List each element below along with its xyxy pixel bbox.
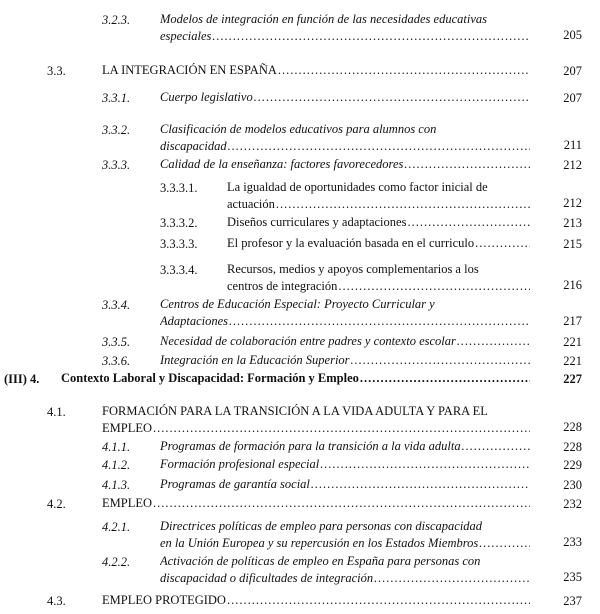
entry-title: LA INTEGRACIÓN EN ESPAÑA ..... [102, 62, 530, 79]
entry-number: 4.3. [47, 594, 66, 608]
entry-title: El profesor y la evaluación basada en el curriculo ..... [227, 235, 530, 252]
entry-title: Integración en la Educación Superior ..... [160, 352, 530, 369]
entry-number: 4.2. [47, 497, 66, 511]
entry-number: 3.2.3. [102, 13, 131, 27]
entry-number: 4.1.3. [102, 478, 131, 492]
entry-number: 3.3.1. [102, 91, 131, 105]
page-number: 228 [563, 440, 582, 454]
entry-title: EMPLEO PROTEGIDO ..... [102, 592, 530, 609]
dot-leader [374, 570, 530, 587]
entry-number: 4.2.2. [102, 555, 131, 569]
entry-title: FORMACIÓN PARA LA TRANSICIÓN A LA VIDA ADULTA Y PARA EL EMPLEO ..... [102, 403, 530, 437]
entry-title: Cuerpo legislativo ..... [160, 89, 530, 106]
page-number: 207 [563, 91, 582, 105]
page-number: 235 [563, 570, 582, 584]
page-number: 213 [563, 216, 582, 230]
entry-number: 4.2.1. [102, 520, 131, 534]
dot-leader [276, 196, 530, 213]
dot-leader [338, 278, 530, 295]
dot-leader [227, 592, 530, 609]
entry-title: Centros de Educación Especial: Proyecto Curricular y Adaptaciones ..... [160, 296, 530, 330]
entry-number: 3.3.6. [102, 354, 131, 368]
dot-leader [228, 138, 530, 155]
entry-number: 3.3.2. [102, 123, 131, 137]
dot-leader [229, 313, 530, 330]
entry-title: Directrices políticas de empleo para personas con discapacidad en la Unión Europea y su repercusión en los Estados Miembros ..... [160, 518, 530, 552]
page-number: 229 [563, 458, 582, 472]
entry-number: 3.3.4. [102, 298, 131, 312]
dot-leader [212, 28, 530, 45]
dot-leader [278, 62, 530, 79]
page-number: 207 [563, 64, 582, 78]
entry-number: 3.3.3.4. [160, 263, 198, 277]
dot-leader [351, 352, 530, 369]
dot-leader [360, 370, 530, 387]
dot-leader [254, 89, 530, 106]
entry-number: 3.3. [47, 64, 66, 78]
page-number: 221 [563, 335, 582, 349]
entry-number: 3.3.3. [102, 158, 131, 172]
entry-title: Clasificación de modelos educativos para alumnos con discapacidad ..... [160, 121, 530, 155]
dot-leader [407, 214, 530, 231]
dot-leader [153, 420, 530, 437]
dot-leader [457, 333, 530, 350]
entry-number: 4.1.2. [102, 458, 131, 472]
page-number: 217 [563, 314, 582, 328]
dot-leader [404, 156, 530, 173]
entry-title: Programas de formación para la transición a la vida adulta ..... [160, 438, 530, 455]
entry-title: Calidad de la enseñanza: factores favorecedores ..... [160, 156, 530, 173]
entry-number: 3.3.5. [102, 335, 131, 349]
entry-title: La igualdad de oportunidades como factor inicial de actuación ..... [227, 179, 530, 213]
page-number: 232 [563, 497, 582, 511]
entry-title: Necesidad de colaboración entre padres y contexto escolar ..... [160, 333, 530, 350]
chapter-number: (III) 4. [4, 372, 40, 386]
page-number: 205 [563, 28, 582, 42]
page-number: 228 [563, 420, 582, 434]
entry-number: 3.3.3.3. [160, 237, 198, 251]
entry-number: 3.3.3.1. [160, 181, 198, 195]
chapter-title: Contexto Laboral y Discapacidad: Formación y Empleo ..... [61, 370, 530, 387]
entry-number: 4.1.1. [102, 440, 131, 454]
dot-leader [475, 235, 530, 252]
page-number: 221 [563, 354, 582, 368]
page-number: 212 [563, 196, 582, 210]
entry-title: Formación profesional especial ..... [160, 456, 530, 473]
dot-leader [479, 535, 530, 552]
entry-title: Diseños curriculares y adaptaciones ..... [227, 214, 530, 231]
page-number: 227 [563, 372, 582, 386]
dot-leader [153, 495, 530, 512]
page-number: 216 [563, 278, 582, 292]
dot-leader [320, 456, 530, 473]
entry-number: 4.1. [47, 405, 66, 419]
entry-number: 3.3.3.2. [160, 216, 198, 230]
page-number: 215 [563, 237, 582, 251]
entry-title: Modelos de integración en función de las necesidades educativas especiales ..... [160, 11, 530, 45]
entry-title: Activación de políticas de empleo en España para personas con discapacidad o dificultades de integración ..... [160, 553, 530, 587]
page-number: 230 [563, 478, 582, 492]
entry-title: Programas de garantía social ..... [160, 476, 530, 493]
dot-leader [311, 476, 530, 493]
entry-title: Recursos, medios y apoyos complementarios a los centros de integración ..... [227, 261, 530, 295]
dot-leader [462, 438, 530, 455]
page-number: 211 [563, 138, 582, 152]
page-number: 237 [563, 594, 582, 608]
page-number: 233 [563, 535, 582, 549]
page-number: 212 [563, 158, 582, 172]
entry-title: EMPLEO ..... [102, 495, 530, 512]
